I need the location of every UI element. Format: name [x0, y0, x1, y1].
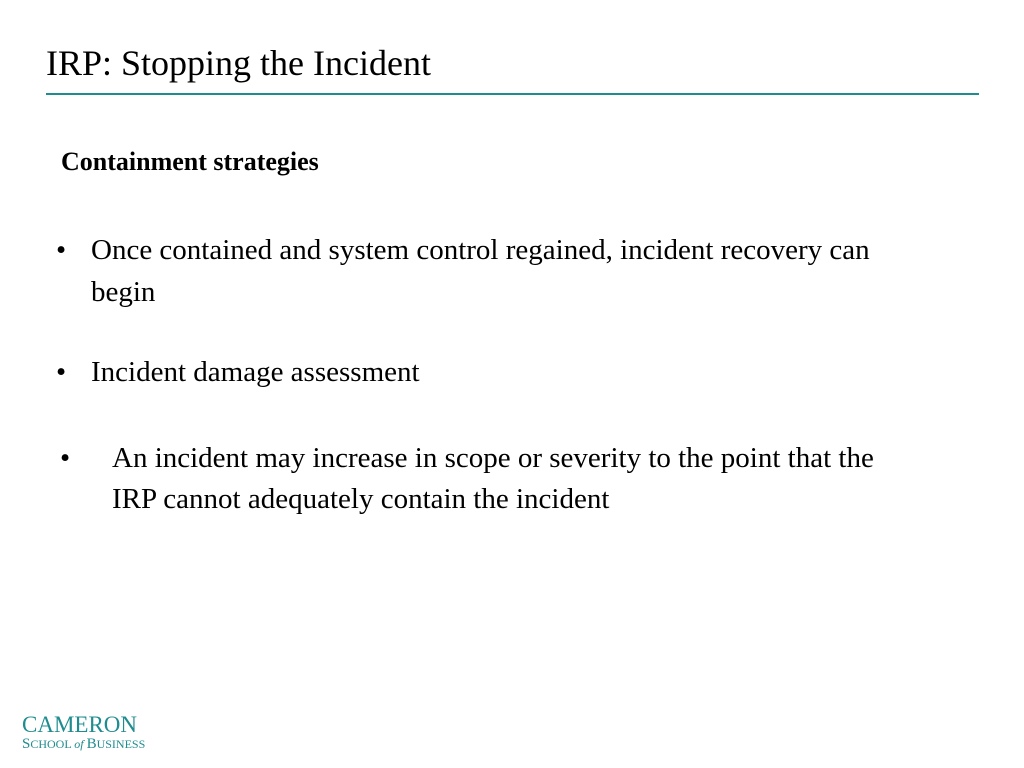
slide-title: IRP: Stopping the Incident: [46, 43, 431, 83]
bullet-text: Incident damage assessment: [91, 356, 420, 388]
title-divider: [46, 93, 979, 95]
subheading: Containment strategies: [61, 147, 319, 176]
logo-business-rest: USINESS: [96, 737, 146, 751]
bullet-icon: •: [60, 442, 71, 474]
logo-subtitle: [22, 737, 145, 751]
cameron-logo: [22, 713, 152, 753]
bullet-item: [56, 229, 936, 313]
bullet-icon: •: [56, 356, 67, 388]
logo-school-initial: S: [22, 736, 31, 752]
bullet-item: [56, 351, 936, 393]
bullet-text: An incident may increase in scope or severity to the point that the IRP cannot adequately contain the incident: [112, 442, 874, 515]
bullet-icon: •: [56, 234, 67, 266]
logo-school-rest: CHOOL: [30, 737, 72, 751]
logo-name: CAMERON: [22, 712, 138, 737]
bullet-text: Once contained and system control regained, incident recovery can begin: [91, 234, 870, 308]
logo-business-initial: B: [86, 736, 97, 752]
logo-of: of: [74, 737, 84, 751]
bullet-item: [60, 438, 920, 520]
